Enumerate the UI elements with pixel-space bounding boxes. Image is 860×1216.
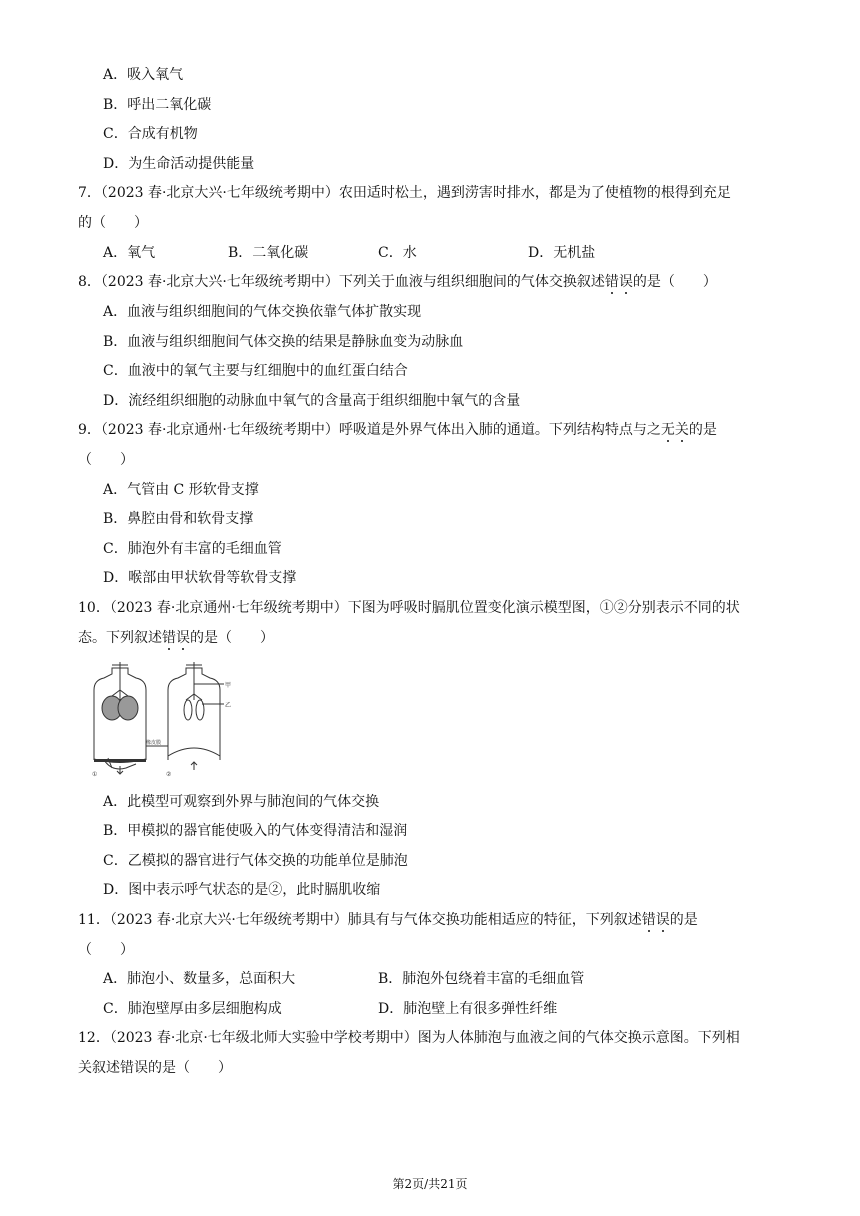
q10-option-c: C．乙模拟的器官进行气体交换的功能单位是肺泡 — [103, 853, 408, 869]
emphasis-char: 无 — [660, 422, 675, 438]
q7-option-c: C．水 — [378, 245, 417, 261]
q9-stem-cont: （ ） — [78, 452, 134, 468]
mark-2: ② — [166, 771, 172, 778]
emphasis-char: 错 — [162, 630, 176, 646]
emphasis-char: 错 — [641, 912, 656, 928]
q7-option-d: D．无机盐 — [528, 245, 596, 261]
q6-option-d: D．为生命活动提供能量 — [103, 156, 255, 172]
q10-stem-cont: 态。下列叙述错误的是（ ） — [78, 630, 274, 646]
page-number: 第2页/共21页 — [392, 1177, 468, 1191]
q9-option-b: B．鼻腔由骨和软骨支撑 — [103, 511, 254, 527]
q9-option-c: C．肺泡外有丰富的毛细血管 — [103, 541, 282, 557]
q11-option-d: D．肺泡壁上有很多弹性纤维 — [378, 1001, 558, 1017]
q6-option-b: B．呼出二氧化碳 — [103, 97, 212, 113]
q10-option-a: A．此模型可观察到外界与肺泡间的气体交换 — [103, 794, 380, 810]
q11-stem-cont: （ ） — [78, 942, 134, 958]
q11-options-row2 — [0, 1000, 860, 1018]
emphasis-char: 误 — [655, 912, 670, 928]
q12-stem-cont: 关叙述错误的是（ ） — [78, 1060, 232, 1076]
q9-stem: 9．（2023 春·北京通州·七年级统考期中）呼吸道是外界气体出入肺的通道。下列结构特点与之无关的是 — [78, 422, 717, 438]
q10-option-b: B．甲模拟的器官能使吸入的气体变得清洁和湿润 — [103, 823, 408, 839]
q11-stem: 11．（2023 春·北京大兴·七年级统考期中）肺具有与气体交换功能相适应的特征，下列叙述错误的是 — [78, 912, 698, 928]
diaphragm-model-figure — [82, 660, 232, 778]
q6-option-c: C．合成有机物 — [103, 126, 198, 142]
q8-option-c: C．血液中的氧气主要与红细胞中的血红蛋白结合 — [103, 363, 408, 379]
q8-option-a: A．血液与组织细胞间的气体交换依靠气体扩散实现 — [103, 304, 422, 320]
label-membrane: 橡皮膜 — [146, 740, 162, 746]
emphasis-char: 关 — [674, 422, 689, 438]
q12-stem: 12．（2023 春·北京·七年级北师大实验中学校考期中）图为人体肺泡与血液之间的气体交换示意图。下列相 — [78, 1030, 740, 1046]
q7-option-b: B．二氧化碳 — [228, 245, 309, 261]
label-yi: 乙 — [225, 702, 232, 709]
q10-stem: 10．（2023 春·北京通州·七年级统考期中）下图为呼吸时膈肌位置变化演示模型图，①②分别表示不同的状 — [78, 600, 740, 616]
q7-option-a: A．氧气 — [103, 245, 156, 261]
q9-option-a: A．气管由 C 形软骨支撑 — [103, 482, 259, 498]
q7-stem-cont: 的（ ） — [78, 215, 148, 231]
q6-option-a: A．吸入氧气 — [103, 67, 184, 83]
q7-stem: 7．（2023 春·北京大兴·七年级统考期中）农田适时松土，遇到涝害时排水，都是为了使植物的根得到充足 — [78, 185, 731, 201]
q11-options-row1 — [0, 970, 860, 988]
q7-options — [0, 244, 860, 262]
q8-stem: 8．（2023 春·北京大兴·七年级统考期中）下列关于血液与组织细胞间的气体交换叙述错误的是（ ） — [78, 274, 717, 290]
q10-option-d: D．图中表示呼气状态的是②，此时膈肌收缩 — [103, 882, 381, 898]
emphasis-char: 错 — [604, 274, 619, 290]
q8-option-d: D．流经组织细胞的动脉血中氧气的含量高于组织细胞中氧气的含量 — [103, 393, 521, 409]
mark-1: ① — [92, 771, 98, 778]
q11-option-a: A．肺泡小、数量多，总面积大 — [103, 971, 296, 987]
q8-option-b: B．血液与组织细胞间气体交换的结果是静脉血变为动脉血 — [103, 334, 464, 350]
q9-option-d: D．喉部由甲状软骨等软骨支撑 — [103, 570, 297, 586]
q11-option-b: B．肺泡外包绕着丰富的毛细血管 — [378, 971, 585, 987]
label-jia: 甲 — [225, 682, 232, 689]
q11-option-c: C．肺泡壁厚由多层细胞构成 — [103, 1001, 282, 1017]
emphasis-char: 误 — [618, 274, 633, 290]
emphasis-char: 误 — [176, 630, 190, 646]
